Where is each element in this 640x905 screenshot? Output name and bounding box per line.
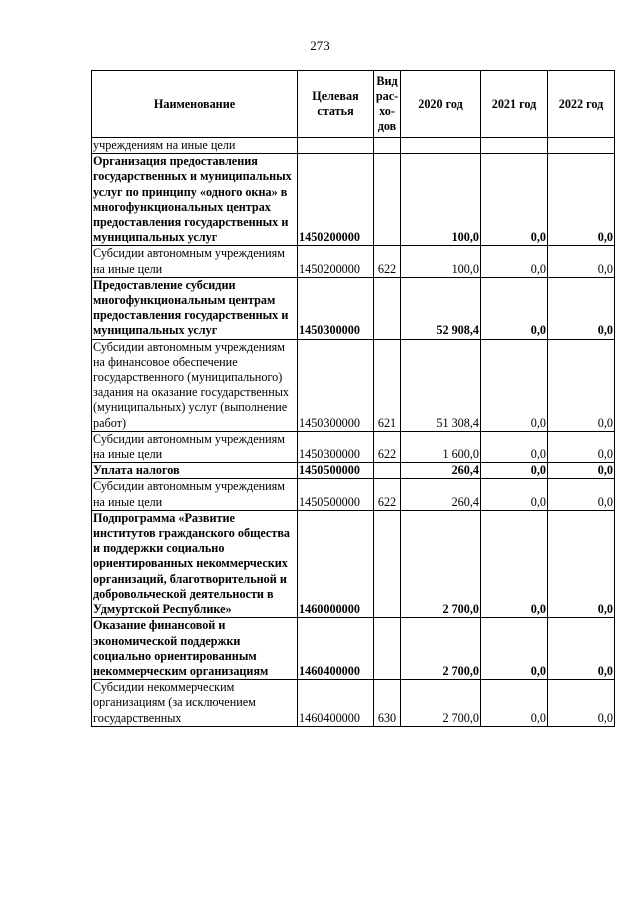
row-name: Субсидии автономным учреждениям на иные цели	[92, 246, 298, 277]
row-expense-kind: 621	[374, 339, 401, 431]
header-2021: 2021 год	[481, 71, 548, 138]
row-name: Субсидии автономным учреждениям на иные цели	[92, 479, 298, 510]
row-target-article: 1450500000	[298, 479, 374, 510]
row-expense-kind: 622	[374, 431, 401, 462]
table-row	[92, 479, 615, 510]
row-2020: 2 700,0	[401, 618, 481, 680]
row-name: Субсидии некоммерческим организациям (за исключением государственных	[92, 680, 298, 727]
row-2020: 100,0	[401, 154, 481, 246]
row-2021	[481, 138, 548, 154]
row-name: Субсидии автономным учреждениям на иные цели	[92, 431, 298, 462]
row-expense-kind: 630	[374, 680, 401, 727]
row-target-article: 1460000000	[298, 510, 374, 617]
header-name: Наименование	[92, 71, 298, 138]
row-2022	[548, 138, 615, 154]
table-row	[92, 510, 615, 617]
row-target-article: 1460400000	[298, 618, 374, 680]
row-2021: 0,0	[481, 154, 548, 246]
row-2022: 0,0	[548, 431, 615, 462]
row-target-article: 1450200000	[298, 246, 374, 277]
row-2020: 260,4	[401, 463, 481, 479]
row-target-article: 1450300000	[298, 431, 374, 462]
table-row	[92, 246, 615, 277]
row-target-article: 1450300000	[298, 277, 374, 339]
row-2022: 0,0	[548, 277, 615, 339]
table-row	[92, 431, 615, 462]
row-2022: 0,0	[548, 246, 615, 277]
row-2020: 2 700,0	[401, 680, 481, 727]
row-name: учреждениям на иные цели	[92, 138, 298, 154]
row-2022: 0,0	[548, 463, 615, 479]
row-expense-kind: 622	[374, 246, 401, 277]
row-name: Подпрограмма «Развитие институтов гражданского общества и поддержки социально ориентированных некоммерческих организаций, благотворительной и добровольческой деятельности в Удмуртской Республике»	[92, 510, 298, 617]
row-2021: 0,0	[481, 277, 548, 339]
row-target-article	[298, 138, 374, 154]
table-row	[92, 618, 615, 680]
row-2021: 0,0	[481, 339, 548, 431]
row-target-article: 1450500000	[298, 463, 374, 479]
row-2021: 0,0	[481, 463, 548, 479]
row-2022: 0,0	[548, 154, 615, 246]
row-expense-kind	[374, 154, 401, 246]
table-row	[92, 339, 615, 431]
row-2021: 0,0	[481, 479, 548, 510]
header-expense-kind: Вид рас-хо-дов	[374, 71, 401, 138]
table-row	[92, 277, 615, 339]
table-row	[92, 154, 615, 246]
row-2022: 0,0	[548, 510, 615, 617]
row-name: Субсидии автономным учреждениям на финансовое обеспечение государственного (муниципального) задания на оказание государственных (муниципальных) услуг (выполнение работ)	[92, 339, 298, 431]
row-target-article: 1450200000	[298, 154, 374, 246]
row-2020: 1 600,0	[401, 431, 481, 462]
row-2022: 0,0	[548, 479, 615, 510]
budget-table	[91, 70, 615, 727]
header-2022: 2022 год	[548, 71, 615, 138]
row-target-article: 1450300000	[298, 339, 374, 431]
row-expense-kind	[374, 510, 401, 617]
row-expense-kind: 622	[374, 479, 401, 510]
table-header-row	[92, 71, 615, 138]
row-2022: 0,0	[548, 680, 615, 727]
row-2020: 51 308,4	[401, 339, 481, 431]
row-2021: 0,0	[481, 431, 548, 462]
row-expense-kind	[374, 277, 401, 339]
row-expense-kind	[374, 618, 401, 680]
table-row	[92, 463, 615, 479]
table-row	[92, 680, 615, 727]
header-2020: 2020 год	[401, 71, 481, 138]
row-name: Уплата налогов	[92, 463, 298, 479]
row-2020: 100,0	[401, 246, 481, 277]
row-2020: 52 908,4	[401, 277, 481, 339]
row-2020	[401, 138, 481, 154]
row-2021: 0,0	[481, 680, 548, 727]
row-2022: 0,0	[548, 339, 615, 431]
row-expense-kind	[374, 463, 401, 479]
row-2020: 260,4	[401, 479, 481, 510]
row-name: Оказание финансовой и экономической поддержки социально ориентированным некоммерческим организациям	[92, 618, 298, 680]
row-2021: 0,0	[481, 246, 548, 277]
table-body	[92, 138, 615, 727]
row-target-article: 1460400000	[298, 680, 374, 727]
row-2022: 0,0	[548, 618, 615, 680]
header-target-article: Целевая статья	[298, 71, 374, 138]
row-2021: 0,0	[481, 510, 548, 617]
row-2020: 2 700,0	[401, 510, 481, 617]
table-row	[92, 138, 615, 154]
row-name: Предоставление субсидии многофункциональным центрам предоставления государственных и муниципальных услуг	[92, 277, 298, 339]
row-expense-kind	[374, 138, 401, 154]
page-number: 273	[310, 38, 330, 53]
row-name: Организация предоставления государственных и муниципальных услуг по принципу «одного окна» в многофункциональных центрах предоставления государственных и муниципальных услуг	[92, 154, 298, 246]
row-2021: 0,0	[481, 618, 548, 680]
